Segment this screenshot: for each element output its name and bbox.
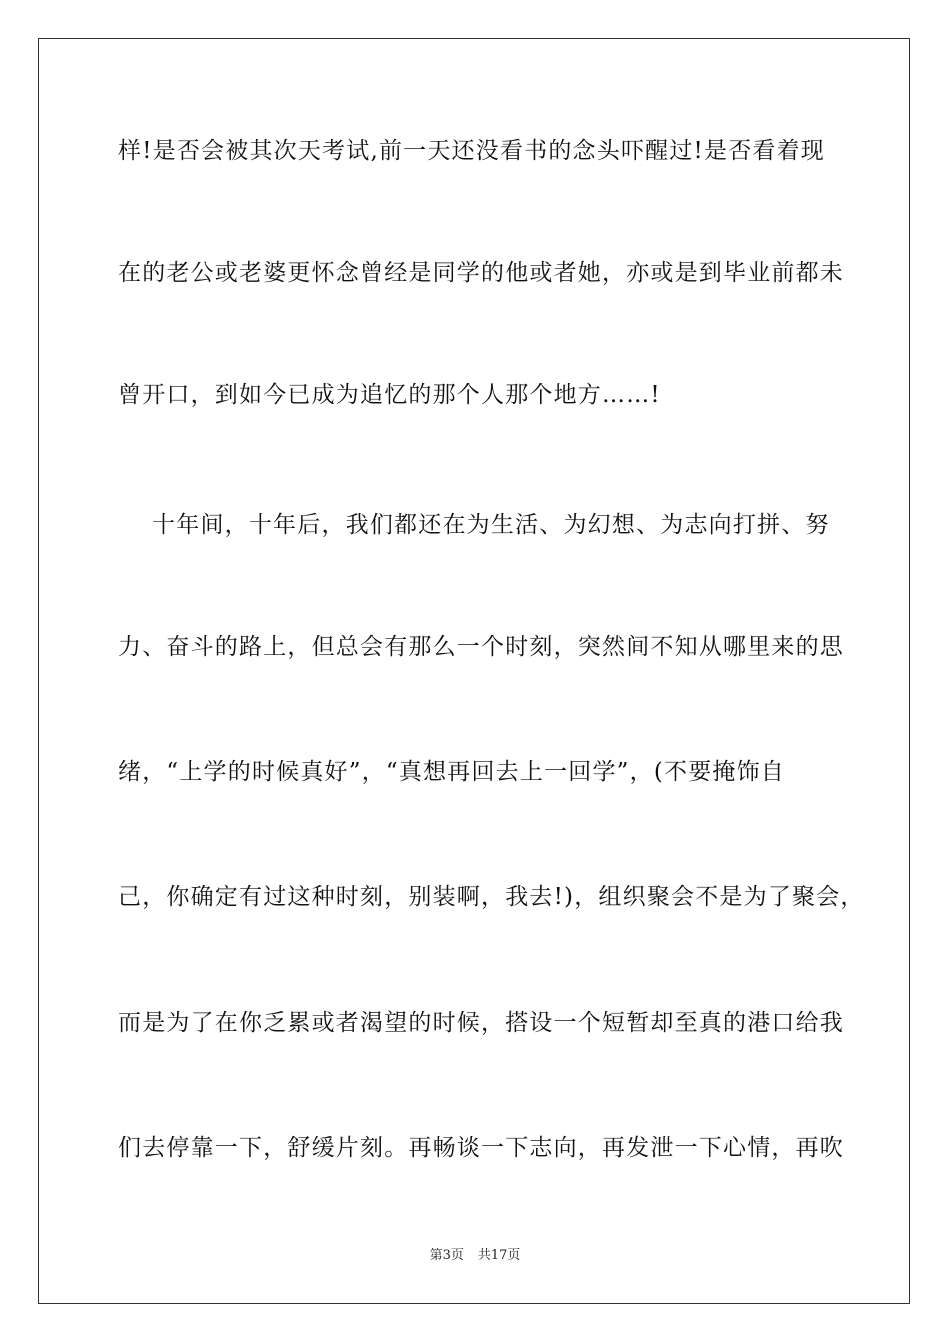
page-border	[38, 38, 910, 1304]
body-text-line: 们去停靠一下，舒缓片刻。再畅谈一下志向，再发泄一下心情，再吹	[118, 1135, 844, 1161]
body-text-line: 十年间，十年后，我们都还在为生活、为幻想、为志向打拼、努	[118, 512, 830, 538]
body-text-line: 而是为了在你乏累或者渴望的时候，搭设一个短暂却至真的港口给我	[118, 1010, 844, 1036]
page-footer	[0, 1247, 950, 1265]
page-number: 第3页	[429, 1248, 464, 1263]
body-text-line: 在的老公或老婆更怀念曾经是同学的他或者她，亦或是到毕业前都未	[118, 260, 844, 286]
body-text-line: 绪，“上学的时候真好”，“真想再回去上一回学”，(不要掩饰自	[118, 759, 786, 785]
page-total: 共17页	[477, 1248, 521, 1263]
body-text-line: 样!是否会被其次天考试,前一天还没看书的念头吓醒过!是否看着现	[118, 138, 825, 164]
body-text-line: 力、奋斗的路上，但总会有那么一个时刻，突然间不知从哪里来的思	[118, 634, 844, 660]
body-text-line: 己，你确定有过这种时刻，别装啊，我去!)，组织聚会不是为了聚会，	[118, 884, 865, 910]
body-text-line: 曾开口，到如今已成为追忆的那个人那个地方……!	[118, 382, 661, 408]
